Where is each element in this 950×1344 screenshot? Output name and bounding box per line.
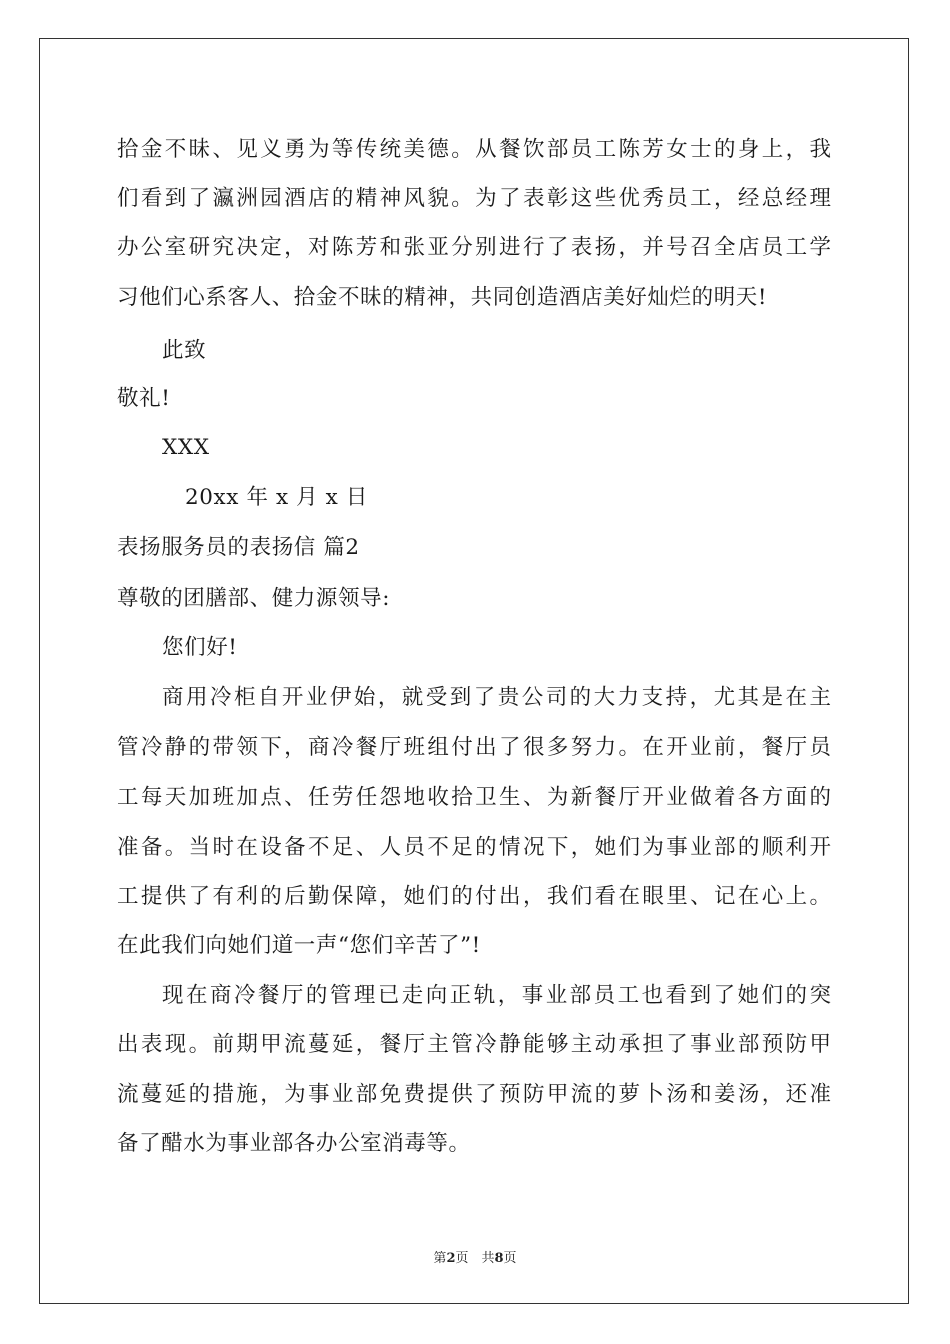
- current-page-number: 2: [446, 1251, 456, 1266]
- footer-suffix: 页: [503, 1251, 517, 1266]
- paragraph-line: 在此我们向她们道一声“您们辛苦了”!: [117, 933, 481, 958]
- paragraph-line: 工每天加班加点、任劳任怨地收拾卫生、为新餐厅开业做着各方面的: [117, 785, 831, 810]
- page-border: [39, 38, 909, 1304]
- signature: XXX: [162, 435, 210, 460]
- footer-mid: 页 共: [455, 1251, 495, 1266]
- salutation: 尊敬的团膳部、健力源领导:: [117, 586, 391, 611]
- paragraph-line: 管冷静的带领下，商冷餐厅班组付出了很多努力。在开业前，餐厅员: [117, 735, 831, 760]
- total-pages-number: 8: [494, 1251, 504, 1266]
- footer-prefix: 第: [433, 1251, 447, 1266]
- closing-line: 此致: [162, 338, 207, 363]
- greeting: 您们好!: [162, 635, 238, 660]
- paragraph-line: 办公室研究决定，对陈芳和张亚分别进行了表扬，并号召全店员工学: [117, 235, 831, 260]
- paragraph-line: 们看到了瀛洲园酒店的精神风貌。为了表彰这些优秀员工，经总经理: [117, 186, 831, 211]
- paragraph-line: 拾金不昧、见义勇为等传统美德。从餐饮部员工陈芳女士的身上，我: [117, 137, 831, 162]
- paragraph-line: 流蔓延的措施，为事业部免费提供了预防甲流的萝卜汤和姜汤，还准: [117, 1082, 831, 1107]
- date: 20xx 年 x 月 x 日: [185, 485, 368, 510]
- section-title: 表扬服务员的表扬信 篇2: [117, 535, 360, 560]
- paragraph-line: 准备。当时在设备不足、人员不足的情况下，她们为事业部的顺利开: [117, 835, 831, 860]
- closing-line: 敬礼!: [117, 386, 171, 411]
- page-footer: [0, 1247, 950, 1266]
- paragraph-line: 工提供了有利的后勤保障，她们的付出，我们看在眼里、记在心上。: [117, 884, 831, 909]
- paragraph-line: 商用冷柜自开业伊始，就受到了贵公司的大力支持，尤其是在主: [162, 685, 831, 710]
- paragraph-line: 出表现。前期甲流蔓延，餐厅主管冷静能够主动承担了事业部预防甲: [117, 1032, 831, 1057]
- paragraph-line: 备了醋水为事业部各办公室消毒等。: [117, 1131, 471, 1156]
- paragraph-line: 习他们心系客人、拾金不昧的精神，共同创造酒店美好灿烂的明天!: [117, 285, 768, 310]
- paragraph-line: 现在商冷餐厅的管理已走向正轨，事业部员工也看到了她们的突: [162, 983, 831, 1008]
